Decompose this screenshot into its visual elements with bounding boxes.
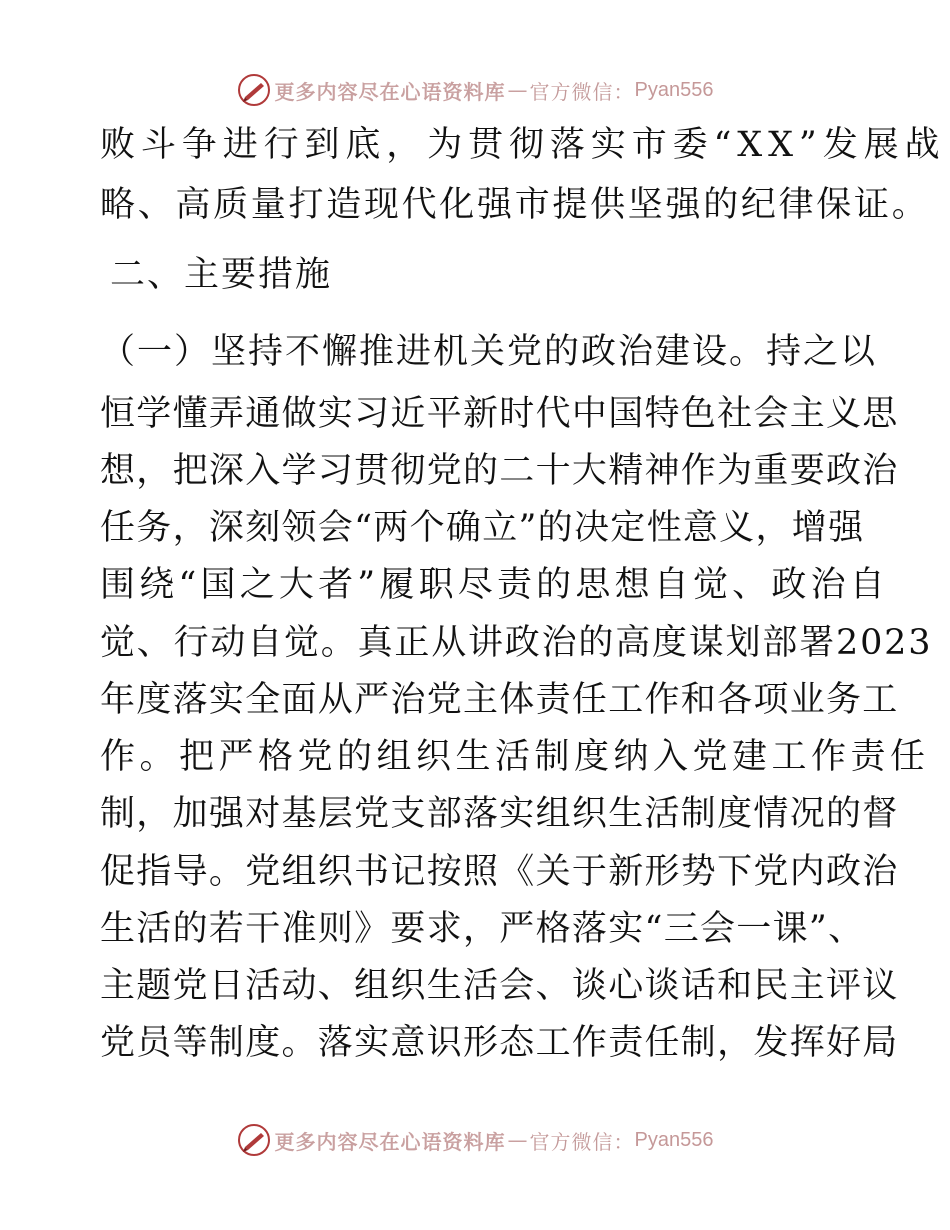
- pen-logo-icon: [237, 1123, 271, 1157]
- watermark-separator: —: [507, 1128, 528, 1152]
- text-line: 觉、行动自觉。真正从讲政治的高度谋划部署2023: [100, 623, 933, 663]
- footer-watermark: [0, 1120, 950, 1160]
- text-line: 制，加强对基层党支部落实组织生活制度情况的督: [100, 794, 899, 834]
- text-line: 想，把深入学习贯彻党的二十大精神作为重要政治: [100, 451, 899, 491]
- watermark-wechat-label: 官方微信：: [529, 1129, 635, 1154]
- watermark-separator: —: [507, 78, 528, 102]
- watermark-wechat-id: Pyan556: [634, 1128, 714, 1151]
- text-line: 促指导。党组织书记按照《关于新形势下党内政治: [100, 852, 899, 892]
- watermark-text: 更多内容尽在心语资料库: [274, 79, 506, 104]
- header-watermark: [0, 70, 950, 110]
- text-line: 主题党日活动、组织生活会、谈心谈话和民主评议: [100, 966, 899, 1006]
- text-line: 恒学懂弄通做实习近平新时代中国特色社会主义思: [100, 394, 899, 434]
- text-line: 略、高质量打造现代化强市提供坚强的纪律保证。: [100, 185, 930, 225]
- text-line: 败斗争进行到底，为贯彻落实市委“XX”发展战: [100, 125, 946, 165]
- text-line: 作。把严格党的组织生活制度纳入党建工作责任: [100, 737, 930, 777]
- pen-logo-icon: [237, 73, 271, 107]
- watermark-text: 更多内容尽在心语资料库: [274, 1129, 506, 1154]
- text-line: 年度落实全面从严治党主体责任工作和各项业务工: [100, 680, 899, 720]
- watermark-wechat-id: Pyan556: [634, 78, 714, 101]
- subsection-heading-line: （一）坚持不懈推进机关党的政治建设。持之以: [100, 332, 878, 372]
- section-heading: 二、主要措施: [110, 255, 333, 295]
- text-line: 党员等制度。落实意识形态工作责任制，发挥好局: [100, 1023, 899, 1063]
- watermark-wechat-label: 官方微信：: [529, 79, 635, 104]
- text-line: 生活的若干准则》要求，严格落实“三会一课”、: [100, 909, 865, 949]
- text-line: 围绕“国之大者”履职尽责的思想自觉、政治自: [100, 565, 889, 605]
- text-line: 任务，深刻领会“两个确立”的决定性意义，增强: [100, 508, 865, 548]
